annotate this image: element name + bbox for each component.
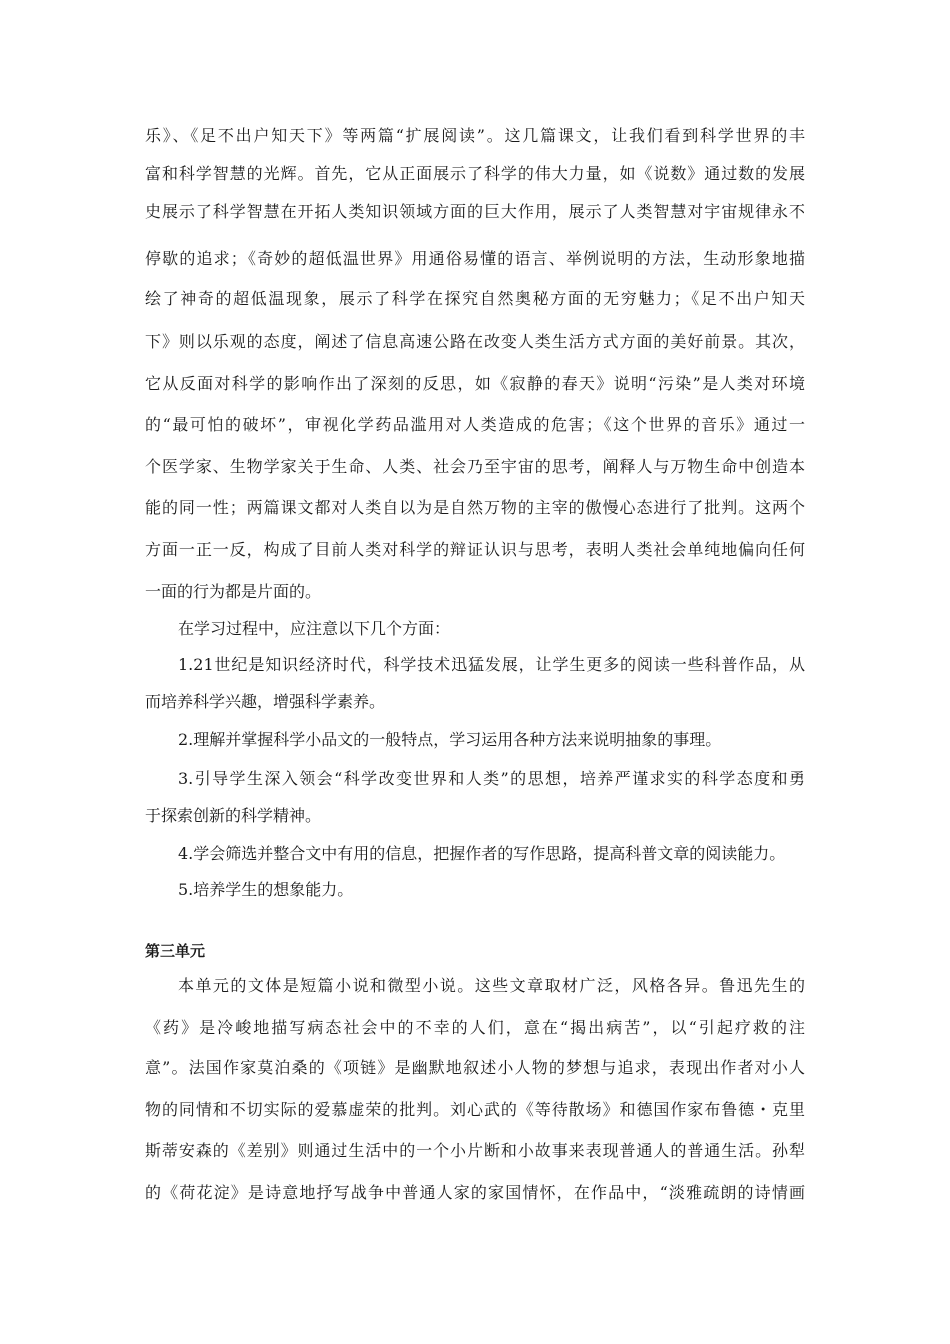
paragraph-line: 能的同一性；两篇课文都对人类自以为是自然万物的主宰的傲慢心态进行了批判。这两个 (145, 498, 805, 517)
paragraph-line: 斯蒂安森的《差别》则通过生活中的一个小片断和小故事来表现普通人的普通生活。孙犁 (145, 1141, 805, 1160)
point-1-continued: 而培养科学兴趣，增强科学素养。 (145, 692, 386, 711)
paragraph-line: 一面的行为都是片面的。 (145, 582, 322, 601)
paragraph-line: 本单元的文体是短篇小说和微型小说。这些文章取材广泛，风格各异。鲁迅先生的 (178, 976, 805, 995)
paragraph-line: 它从反面对科学的影响作出了深刻的反思，如《寂静的春天》说明“污染”是人类对环境 (145, 374, 805, 393)
point-1: 1.21世纪是知识经济时代，科学技术迅猛发展，让学生更多的阅读一些科普作品，从 (178, 655, 805, 674)
paragraph-line: 物的同情和不切实际的爱慕虚荣的批判。刘心武的《等待散场》和德国作家布鲁德・克里 (145, 1100, 805, 1119)
paragraph-line: 的《荷花淀》是诗意地抒写战争中普通人家的家国情怀，在作品中，“淡雅疏朗的诗情画 (145, 1183, 805, 1202)
paragraph-line: 乐》、《足不出户知天下》等两篇“扩展阅读”。这几篇课文，让我们看到科学世界的丰 (145, 126, 805, 145)
paragraph-line: 史展示了科学智慧在开拓人类知识领域方面的巨大作用，展示了人类智慧对宇宙规律永不 (145, 202, 805, 221)
paragraph-line: 个医学家、生物学家关于生命、人类、社会乃至宇宙的思考，阐释人与万物生命中创造本 (145, 457, 805, 476)
study-intro: 在学习过程中，应注意以下几个方面： (178, 619, 451, 638)
paragraph-line: 下》则以乐观的态度，阐述了信息高速公路在改变人类生活方式方面的美好前景。其次， (145, 332, 805, 351)
paragraph-line: 绘了神奇的超低温现象，展示了科学在探究自然奥秘方面的无穷魅力；《足不出户知天 (145, 289, 805, 308)
point-3-continued: 于探索创新的科学精神。 (145, 806, 322, 825)
paragraph-line: 方面一正一反，构成了目前人类对科学的辩证认识与思考，表明人类社会单纯地偏向任何 (145, 540, 805, 559)
point-2: 2.理解并掌握科学小品文的一般特点，学习运用各种方法来说明抽象的事理。 (178, 730, 722, 749)
paragraph-line: 富和科学智慧的光辉。首先，它从正面展示了科学的伟大力量，如《说数》通过数的发展 (145, 164, 805, 183)
point-3: 3.引导学生深入领会“科学改变世界和人类”的思想，培养严谨求实的科学态度和勇 (178, 769, 805, 788)
paragraph-line: 意”。法国作家莫泊桑的《项链》是幽默地叙述小人物的梦想与追求，表现出作者对小人 (145, 1058, 805, 1077)
paragraph-line: 的“最可怕的破坏”，审视化学药品滥用对人类造成的危害；《这个世界的音乐》通过一 (145, 415, 805, 434)
paragraph-line: 《药》是冷峻地描写病态社会中的不幸的人们，意在“揭出病苦”，以“引起疗救的注 (145, 1018, 805, 1037)
section-heading: 第三单元 (145, 942, 206, 960)
point-4: 4.学会筛选并整合文中有用的信息，把握作者的写作思路，提高科普文章的阅读能力。 (178, 844, 786, 863)
paragraph-line: 停歇的追求；《奇妙的超低温世界》用通俗易懂的语言、举例说明的方法，生动形象地描 (145, 249, 805, 268)
point-5: 5.培养学生的想象能力。 (178, 880, 354, 899)
